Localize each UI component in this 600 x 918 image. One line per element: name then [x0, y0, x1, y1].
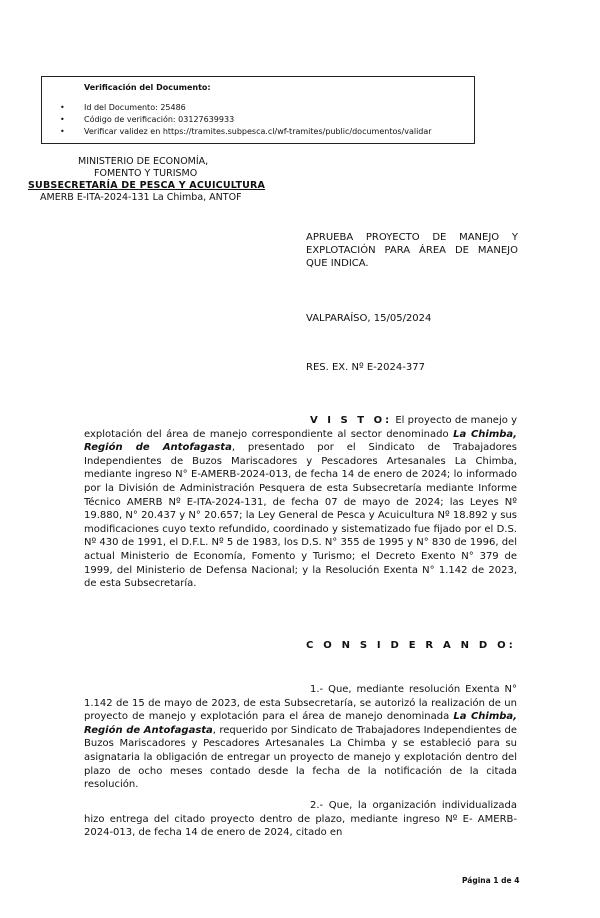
ministry-header [26, 156, 276, 204]
resolution-number: RES. EX. Nº E-2024-377 [306, 362, 425, 373]
item-2-text: Que, la organización individualizada hizo entrega del citado proyecto dentro de plazo, mediante ingreso Nº E- AMERB-2024-013, de fecha 14 de enero de 2024, citado en [84, 800, 517, 839]
item-1-text-b: , requerido por Sindicato de Trabajadores Independientes de Buzos Mariscadores y Pescadores Artesanales La Chimba y se estableció para su asignataria la obligación de entregar un proyecto de manejo y explotación dentro del plazo de ocho meses contado desde la fecha de la notificación de la citada resolución. [84, 724, 517, 791]
visto-text-b: , presentado por el Sindicato de Trabajadores Independientes de Buzos Mariscadores y Pescadores Artesanales La Chimba, mediante ingreso N° E-AMERB-2024-013, de fecha 14 de enero de 2024; lo informado por la División de Administración Pesquera de esta Subsecretaría mediante Informe Técnico AMERB Nº E-ITA-2024-131, de fecha 07 de mayo de 2024; las Leyes Nº 19.880, N° 20.437 y N° 20.657; la Ley General de Pesca y Acuicultura Nº 18.892 y sus modificaciones cuyo texto refundido, coordinado y sistematizado fue fijado por el D.S. Nº 430 de 1991, el D.F.L. Nº 5 de 1983, los D.S. N° 355 de 1995 y N° 830 de 1996, del actual Ministerio de Economía, Fomento y Turismo; el Decreto Exento N° 379 de 1999, del Ministerio de Defensa Nacional; y la Resolución Exenta N° 1.142 de 2023, de esta Subsecretaría. [84, 442, 517, 590]
verification-list [60, 102, 432, 138]
verification-url[interactable]: • Verificar validez en https://tramites.subpesca.cl/wf-tramites/public/documentos/validar [60, 126, 432, 138]
item-1-text-a: Que, mediante resolución Exenta N° 1.142 de 15 de mayo de 2023, de esta Subsecretaría, se autorizó la realización de un proyecto de manejo y explotación para el área de manejo denominada [84, 684, 517, 723]
document-reference: AMERB E-ITA-2024-131 La Chimba, ANTOF [40, 192, 242, 203]
subsecretaria-name: SUBSECRETARÍA DE PESCA Y ACUICULTURA [28, 180, 266, 191]
ministry-line-2: FOMENTO Y TURISMO [94, 168, 198, 179]
item-1-number: 1.- [310, 684, 324, 695]
verification-box [41, 76, 475, 144]
visto-text-a: El proyecto de manejo y explotación del área de manejo correspondiente al sector denominado [84, 415, 517, 440]
document-id: • Id del Documento: 25486 [60, 102, 432, 114]
visto-label: V I S T O: [310, 415, 393, 426]
verification-title: Verificación del Documento: [84, 83, 211, 92]
item-1-area-name: La Chimba, Región de Antofagasta [84, 711, 517, 736]
item-2-number: 2.- [310, 800, 324, 811]
considerando-heading: C O N S I D E R A N D O: [306, 640, 516, 651]
place-date: VALPARAÍSO, 15/05/2024 [306, 313, 432, 324]
considerando-item-2 [84, 799, 517, 840]
ministry-line-1: MINISTERIO DE ECONOMÍA, [78, 156, 209, 167]
page-number: Página 1 de 4 [462, 876, 520, 885]
visto-area-name: La Chimba, Región de Antofagasta [84, 428, 517, 454]
resolution-title: APRUEBA PROYECTO DE MANEJO Y EXPLOTACIÓN PARA ÁREA DE MANEJO QUE INDICA. [306, 232, 518, 269]
visto-paragraph [84, 414, 517, 591]
verification-code: • Código de verificación: 03127639933 [60, 114, 432, 126]
considerando-item-1 [84, 683, 517, 792]
